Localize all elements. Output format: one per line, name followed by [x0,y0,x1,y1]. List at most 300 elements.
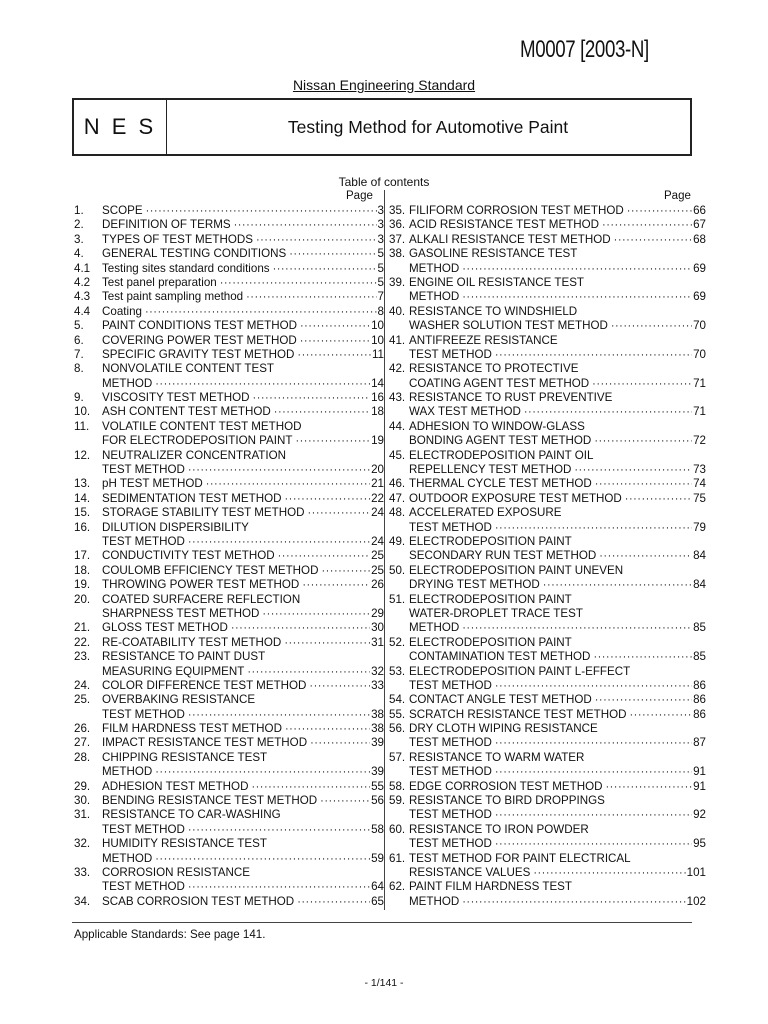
toc-entry-leader [409,636,705,650]
toc-entry-leader [102,233,377,247]
toc-entry-title: METHOD [409,261,460,275]
toc-entry-title: RESISTANCE TO WINDSHIELD [409,304,578,318]
toc-entry-number [74,535,102,549]
toc-entry [389,823,706,837]
toc-entry-number: 46. [389,477,406,491]
toc-entry-leader [102,521,383,535]
toc-entry-number: 1. [74,204,84,217]
toc-entry-title: COLOR DIFFERENCE TEST METHOD [102,678,307,692]
toc-entry-page: 75 [693,491,706,505]
toc-entry-leader [102,305,377,319]
toc-entry-title: TEST METHOD [409,520,492,534]
toc-entry-number: 31. [74,808,91,822]
toc-entry-page [383,837,384,851]
toc-entry-leader [409,535,705,549]
toc-entry-number [74,823,102,837]
toc-entry-number: 23. [74,650,91,664]
toc-entry-title: STORAGE STABILITY TEST METHOD [102,506,305,520]
toc-entry-title: ELECTRODEPOSITION PAINT L-EFFECT [409,664,631,678]
toc-entry-page: 58 [371,822,384,836]
toc-entry [389,434,706,448]
toc-heading: Table of contents [338,175,430,189]
toc-entry-page [383,449,384,463]
toc-entry-leader [409,621,692,635]
toc-entry [389,751,706,765]
toc-entry [389,636,706,650]
toc-entry [74,420,384,434]
toc-entry-leader [409,722,705,736]
toc-entry-title: RESISTANCE TO CAR-WASHING [102,808,281,822]
toc-entry-number: 58. [389,779,406,793]
toc-entry-page: 24 [371,506,384,520]
toc-entry [74,535,384,549]
toc-entry-leader [102,650,383,664]
toc-entry-number [74,665,102,679]
toc-entry-leader [102,794,370,808]
toc-entry-page: 69 [693,261,706,275]
toc-entry-title: DRY CLOTH WIPING RESISTANCE [409,722,598,736]
toc-entry [74,218,384,232]
toc-entry-number [389,895,409,909]
toc-entry-number: 5. [74,319,84,333]
toc-entry [389,650,706,664]
toc-entry-number: 21. [74,621,91,635]
toc-entry [74,247,384,261]
toc-entry-page: 70 [693,347,706,361]
toc-entry-number: 4.4 [74,304,91,318]
toc-entry-page: 84 [693,578,706,592]
toc-entry-number [389,866,409,880]
toc-entry-leader [409,276,705,290]
toc-entry [389,377,706,391]
toc-entry [74,305,384,319]
toc-entry-number: 6. [74,333,84,347]
toc-entry-page: 101 [686,865,706,879]
toc-entry [74,794,384,808]
toc-entry-title: HUMIDITY RESISTANCE TEST [102,837,267,851]
toc-entry [389,765,706,779]
toc-entry [74,593,384,607]
toc-entry-page: 71 [693,405,706,419]
toc-entry-title: MEASURING EQUIPMENT [102,664,245,678]
toc-entry-page: 11 [371,347,384,361]
toc-entry-page: 69 [693,290,706,304]
toc-entry-title: METHOD [102,765,153,779]
toc-entry-number [74,765,102,779]
toc-entry [74,837,384,851]
toc-entry-leader [409,521,692,535]
toc-entry [74,880,384,894]
toc-entry-leader [409,334,705,348]
toc-entry [389,794,706,808]
toc-entry-title: ELECTRODEPOSITION PAINT OIL [409,448,594,462]
document-title: Testing Method for Automotive Paint [287,116,569,137]
toc-entry-number: 28. [74,750,91,764]
toc-entry-page [705,880,706,894]
toc-entry-page: 25 [371,563,384,577]
toc-entry-number: 50. [389,563,406,577]
toc-entry-page [705,751,706,765]
toc-entry-number: 10. [74,405,91,419]
toc-entry-page: 85 [693,650,706,664]
toc-entry-leader [102,218,377,232]
toc-entry-page: 67 [693,218,706,232]
toc-entry-page [705,665,706,679]
toc-entry-leader [409,593,705,607]
toc-entry-title: SEDIMENTATION TEST METHOD [102,491,282,505]
toc-entry-page: 92 [693,808,706,822]
toc-entry-title: CORROSION RESISTANCE [102,865,250,879]
toc-entry-title: GENERAL TESTING CONDITIONS [102,247,287,261]
toc-entry-page [383,362,384,376]
toc-entry [74,650,384,664]
toc-entry-number [389,549,409,563]
toc-entry-number: 59. [389,794,406,808]
toc-entry-title: REPELLENCY TEST METHOD [409,463,572,477]
toc-entry [389,348,706,362]
toc-entry-page [383,866,384,880]
toc-entry-page [705,305,706,319]
toc-entry-page: 10 [371,319,384,333]
toc-entry-title: TEST METHOD [409,837,492,851]
toc-entry-leader [409,434,692,448]
standard-name [0,77,768,93]
toc-entry [389,276,706,290]
toc-entry-title: METHOD [409,894,460,908]
toc-entry-page: 7 [377,290,384,304]
toc-entry-number [389,434,409,448]
toc-entry-leader [102,736,370,750]
toc-entry-leader [102,405,370,419]
toc-entry-number [389,377,409,391]
toc-entry [389,693,706,707]
toc-entry [74,434,384,448]
toc-entry-number: 30. [74,794,91,808]
toc-entry-number: 38. [389,247,406,261]
toc-entry-page: 39 [371,765,384,779]
toc-entry-number: 4.3 [74,290,91,304]
toc-entry [74,362,384,376]
toc-entry-title: GASOLINE RESISTANCE TEST [409,247,578,261]
toc-entry-number: 8. [74,362,84,376]
toc-entry-number: 12. [74,448,91,462]
toc-entry-leader [102,665,370,679]
toc-entry [74,262,384,276]
toc-entry-title: Testing sites standard conditions [102,261,270,275]
toc-entry-title: COULOMB EFFICIENCY TEST METHOD [102,563,319,577]
toc-entry [389,593,706,607]
toc-entry-title: TEST METHOD [409,765,492,779]
toc-entry-page [705,852,706,866]
toc-entry [74,751,384,765]
toc-entry-leader [102,751,383,765]
toc-entry-title: EDGE CORROSION TEST METHOD [409,779,603,793]
toc-entry-leader [102,693,383,707]
toc-entry-number [389,837,409,851]
toc-entry-title: IMPACT RESISTANCE TEST METHOD [102,736,308,750]
toc-entry-number [389,621,409,635]
toc-entry-title: METHOD [409,621,460,635]
toc-entry-leader [102,362,383,376]
toc-entry-title: SCOPE [102,204,143,217]
toc-entry-page [705,722,706,736]
toc-entry-page: 71 [693,376,706,390]
toc-entry-leader [409,693,692,707]
toc-entry-page: 39 [371,736,384,750]
toc-entry-title: BENDING RESISTANCE TEST METHOD [102,794,318,808]
toc-entry [389,420,706,434]
toc-entry [74,204,384,218]
toc-entry-number: 42. [389,362,406,376]
toc-entry-number: 4.1 [74,261,91,275]
toc-entry-number: 47. [389,491,406,505]
toc-entry [389,679,706,693]
toc-entry-page: 87 [693,736,706,750]
toc-entry-number: 13. [74,477,91,491]
toc-entry-page: 70 [693,319,706,333]
toc-entry-page: 8 [377,304,384,318]
toc-entry-page [383,650,384,664]
toc-entry-leader [409,808,692,822]
toc-entry-page [383,693,384,707]
toc-entry-page: 79 [693,520,706,534]
column-divider [384,190,385,910]
toc-entry-page: 95 [693,837,706,851]
toc-entry [74,780,384,794]
toc-entry-leader [409,794,705,808]
toc-entry-leader [409,506,705,520]
toc-entry-leader [102,449,383,463]
toc-entry-title: CONTACT ANGLE TEST METHOD [409,693,592,707]
toc-entry-page [705,276,706,290]
toc-entry-number [389,463,409,477]
toc-entry-page [705,420,706,434]
toc-entry-leader [409,780,692,794]
toc-entry-title: GLOSS TEST METHOD [102,621,228,635]
toc-entry-title: DRYING TEST METHOD [409,578,540,592]
toc-entry-number: 45. [389,448,406,462]
toc-entry-page [705,564,706,578]
toc-entry-title: ANTIFREEZE RESISTANCE [409,333,558,347]
toc-entry-page: 16 [371,391,384,405]
toc-entry-title: CONTAMINATION TEST METHOD [409,650,591,664]
toc-entry-title: TEST METHOD [102,707,185,721]
toc-entry-number [74,377,102,391]
toc-entry-number: 25. [74,693,91,707]
toc-entry-page: 72 [693,434,706,448]
toc-entry-page [705,334,706,348]
toc-entry-leader [409,679,692,693]
toc-entry-number [74,434,102,448]
toc-entry-number: 56. [389,722,406,736]
toc-entry-page: 59 [371,851,384,865]
toc-entry-leader [409,233,692,247]
toc-entry-title: VISCOSITY TEST METHOD [102,391,250,405]
toc-entry-number: 62. [389,880,406,894]
toc-entry-page [705,794,706,808]
toc-entry-number: 19. [74,578,91,592]
toc-entry-page: 73 [693,463,706,477]
toc-entry-number: 20. [74,592,91,606]
toc-entry-leader [409,262,692,276]
toc-entry-number [389,736,409,750]
toc-entry-page [705,247,706,261]
toc-entry-leader [102,377,370,391]
toc-entry-page: 19 [371,434,384,448]
toc-entry-number [389,765,409,779]
toc-entry-page: 20 [371,463,384,477]
toc-entry-leader [102,463,370,477]
toc-entry [389,564,706,578]
toc-entry [389,866,706,880]
toc-entry-number [74,607,102,621]
toc-entry-page: 29 [371,606,384,620]
toc-entry-title: NEUTRALIZER CONCENTRATION [102,448,287,462]
toc-entry-leader [409,895,686,909]
toc-entry-title: VOLATILE CONTENT TEST METHOD [102,419,302,433]
toc-entry-leader [409,290,692,304]
toc-entry [389,262,706,276]
toc-entry-number: 11. [74,419,90,433]
toc-entry [389,233,706,247]
toc-entry-leader [102,420,383,434]
toc-entry-page: 3 [377,218,384,232]
toc-entry-page: 86 [693,693,706,707]
toc-entry-title: THROWING POWER TEST METHOD [102,578,300,592]
toc-entry-title: WAX TEST METHOD [409,405,521,419]
toc-entry [74,895,384,909]
toc-entry-page [705,823,706,837]
toc-entry-page [705,449,706,463]
toc-entry-number: 4.2 [74,275,91,289]
toc-entry [389,449,706,463]
toc-entry-title: OUTDOOR EXPOSURE TEST METHOD [409,491,622,505]
toc-entry-page: 10 [371,333,384,347]
toc-entry-number [74,708,102,722]
toc-entry-number: 18. [74,563,91,577]
toc-entry-page: 3 [377,204,384,217]
toc-entry-title: ELECTRODEPOSITION PAINT UNEVEN [409,563,624,577]
toc-entry-page: 21 [371,477,384,491]
toc-entry-page: 91 [693,779,706,793]
document-id: M0007 [2003-N] [520,36,649,63]
toc-entry [389,290,706,304]
toc-entry [389,477,706,491]
toc-entry-leader [409,708,692,722]
toc-entry [74,636,384,650]
toc-entry-number: 44. [389,419,406,433]
toc-entry-title: TYPES OF TEST METHODS [102,232,253,246]
toc-entry-page: 66 [693,204,706,217]
toc-entry [74,319,384,333]
toc-entry-number: 27. [74,736,91,750]
toc-entry-title: TEST METHOD [409,678,492,692]
toc-entry-leader [409,607,705,621]
toc-entry-number: 24. [74,678,91,692]
toc-entry [389,837,706,851]
toc-entry-number: 15. [74,506,91,520]
toc-entry-page [705,506,706,520]
toc-entry-title: ACCELERATED EXPOSURE [409,506,562,520]
toc-entry-number: 43. [389,391,406,405]
toc-entry-title: RESISTANCE TO WARM WATER [409,750,585,764]
toc-entry-page: 24 [371,534,384,548]
toc-entry-number: 35. [389,204,406,217]
toc-entry-page: 3 [377,232,384,246]
toc-entry-title: TEST METHOD [102,822,185,836]
toc-entry-leader [409,305,705,319]
toc-entry-page: 26 [371,578,384,592]
toc-entry [74,290,384,304]
toc-entry-number [74,463,102,477]
toc-entry-number: 54. [389,693,406,707]
toc-entry [74,463,384,477]
toc-entry-page: 14 [371,376,384,390]
toc-entry-title: TEST METHOD [409,808,492,822]
toc-entry-leader [409,377,692,391]
toc-entry [389,535,706,549]
toc-entry-number: 53. [389,664,406,678]
toc-entry-leader [102,276,377,290]
toc-entry-title: COATING AGENT TEST METHOD [409,376,590,390]
toc-entry-number: 3. [74,232,84,246]
toc-entry [389,204,706,218]
toc-entry [389,319,706,333]
toc-entry-number: 14. [74,491,91,505]
toc-entry [74,377,384,391]
toc-entry-number: 60. [389,822,406,836]
toc-entry-page: 5 [377,261,384,275]
toc-entry-leader [102,578,370,592]
toc-entry-title: COATED SURFACERE REFLECTION [102,592,301,606]
toc-entry-title: ELECTRODEPOSITION PAINT [409,534,572,548]
toc-entry-leader [409,837,692,851]
toc-entry-page: 22 [371,491,384,505]
toc-entry-title: NONVOLATILE CONTENT TEST [102,362,275,376]
toc-entry-leader [409,492,692,506]
toc-entry [389,305,706,319]
toc-entry-leader [102,708,370,722]
toc-entry [74,866,384,880]
toc-entry-leader [102,535,370,549]
toc-entry [74,233,384,247]
toc-entry-number: 9. [74,391,84,405]
toc-entry-number: 36. [389,218,406,232]
toc-entry-title: Coating [102,304,142,318]
toc-entry [389,521,706,535]
toc-entry-leader [102,549,370,563]
toc-entry [74,665,384,679]
toc-entry-leader [102,895,370,909]
toc-entry-title: CONDUCTIVITY TEST METHOD [102,549,275,563]
toc-entry-title: TEST METHOD [102,463,185,477]
standard-name-text: Nissan Engineering Standard [292,77,476,93]
toc-entry [74,808,384,822]
toc-entry-leader [409,736,692,750]
standard-code: N E S [74,100,167,154]
toc-entry-leader [102,866,383,880]
toc-entry [389,506,706,520]
toc-entry [389,880,706,894]
toc-entry-page: 5 [377,247,384,261]
toc-entry-number [389,578,409,592]
toc-entry-number: 41. [389,333,406,347]
toc-entry-title: ASH CONTENT TEST METHOD [102,405,271,419]
toc-entry-leader [102,290,377,304]
toc-entry-page [705,362,706,376]
toc-entry [74,549,384,563]
toc-entry-leader [409,405,692,419]
